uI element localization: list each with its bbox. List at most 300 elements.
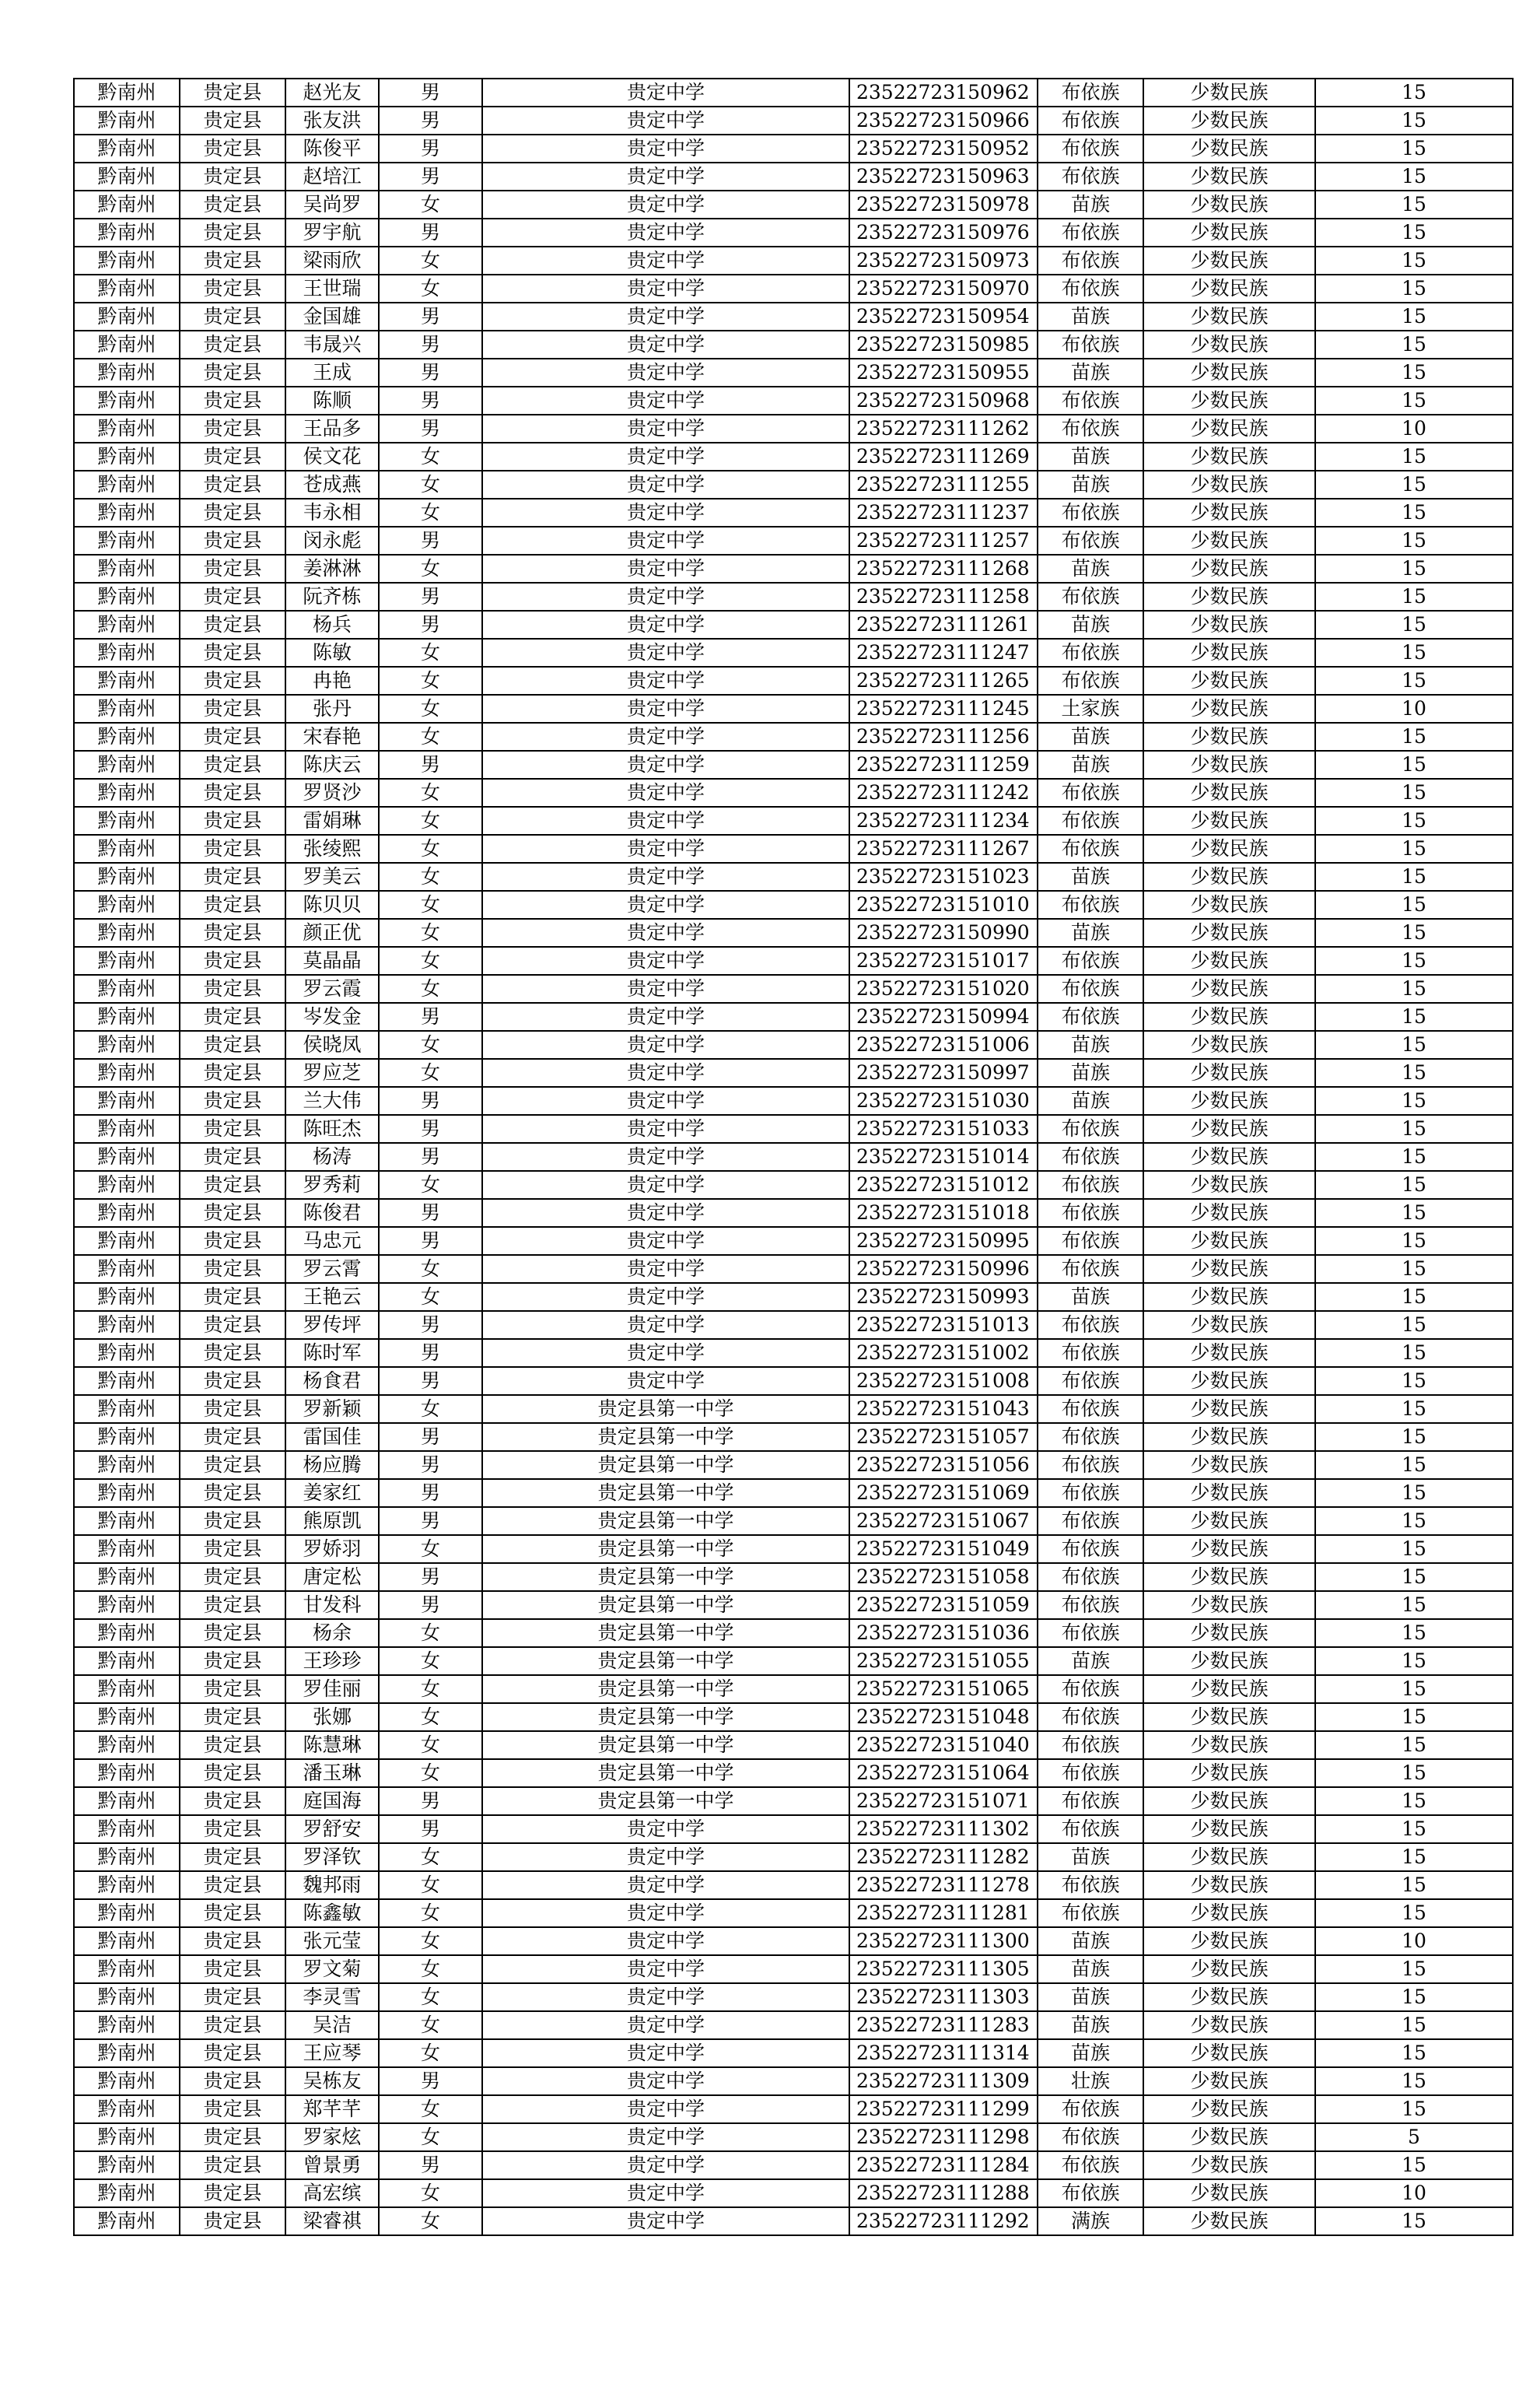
category-cell: 少数民族: [1143, 695, 1315, 723]
county-cell: 贵定县: [180, 331, 285, 359]
gender-cell: 女: [379, 1955, 482, 1983]
prefecture-cell: 黔南州: [74, 191, 180, 219]
name-cell: 罗秀莉: [285, 1171, 379, 1199]
table-row: [74, 667, 1513, 695]
county-cell: 贵定县: [180, 471, 285, 499]
ethnicity-cell: 布依族: [1038, 583, 1143, 611]
table-row: [74, 1591, 1513, 1619]
school-cell: 贵定中学: [482, 1031, 849, 1059]
school-cell: 贵定县第一中学: [482, 1591, 849, 1619]
prefecture-cell: 黔南州: [74, 1227, 180, 1255]
county-cell: 贵定县: [180, 667, 285, 695]
ethnicity-cell: 布依族: [1038, 1731, 1143, 1759]
school-cell: 贵定中学: [482, 107, 849, 135]
gender-cell: 女: [379, 1059, 482, 1087]
name-cell: 吴栋友: [285, 2067, 379, 2095]
gender-cell: 女: [379, 1983, 482, 2011]
prefecture-cell: 黔南州: [74, 1031, 180, 1059]
school-cell: 贵定中学: [482, 2067, 849, 2095]
name-cell: 王应琴: [285, 2039, 379, 2067]
county-cell: 贵定县: [180, 2123, 285, 2151]
category-cell: 少数民族: [1143, 1871, 1315, 1899]
school-cell: 贵定县第一中学: [482, 1535, 849, 1563]
prefecture-cell: 黔南州: [74, 1899, 180, 1927]
county-cell: 贵定县: [180, 1759, 285, 1787]
table-row: [74, 891, 1513, 919]
gender-cell: 女: [379, 2207, 482, 2235]
name-cell: 姜家红: [285, 1479, 379, 1507]
exam-id-cell: 23522723151048: [849, 1703, 1038, 1731]
ethnicity-cell: 布依族: [1038, 1675, 1143, 1703]
category-cell: 少数民族: [1143, 499, 1315, 527]
gender-cell: 女: [379, 891, 482, 919]
county-cell: 贵定县: [180, 639, 285, 667]
gender-cell: 男: [379, 1423, 482, 1451]
exam-id-cell: 23522723150970: [849, 275, 1038, 303]
school-cell: 贵定中学: [482, 1815, 849, 1843]
exam-id-cell: 23522723150954: [849, 303, 1038, 331]
category-cell: 少数民族: [1143, 1507, 1315, 1535]
exam-id-cell: 23522723151040: [849, 1731, 1038, 1759]
table-row: [74, 1983, 1513, 2011]
score-cell: 15: [1315, 1003, 1513, 1031]
table-row: [74, 135, 1513, 163]
exam-id-cell: 23522723150962: [849, 79, 1038, 107]
county-cell: 贵定县: [180, 1619, 285, 1647]
name-cell: 杨兵: [285, 611, 379, 639]
name-cell: 李灵雪: [285, 1983, 379, 2011]
table-row: [74, 247, 1513, 275]
prefecture-cell: 黔南州: [74, 303, 180, 331]
gender-cell: 男: [379, 135, 482, 163]
gender-cell: 男: [379, 1591, 482, 1619]
table-row: [74, 1927, 1513, 1955]
table-row: [74, 219, 1513, 247]
name-cell: 罗家炫: [285, 2123, 379, 2151]
name-cell: 陈慧琳: [285, 1731, 379, 1759]
exam-id-cell: 23522723151065: [849, 1675, 1038, 1703]
category-cell: 少数民族: [1143, 1311, 1315, 1339]
prefecture-cell: 黔南州: [74, 359, 180, 387]
gender-cell: 女: [379, 1871, 482, 1899]
table-row: [74, 2095, 1513, 2123]
category-cell: 少数民族: [1143, 1339, 1315, 1367]
category-cell: 少数民族: [1143, 2123, 1315, 2151]
table-row: [74, 527, 1513, 555]
school-cell: 贵定中学: [482, 2151, 849, 2179]
table-row: [74, 359, 1513, 387]
category-cell: 少数民族: [1143, 1479, 1315, 1507]
school-cell: 贵定中学: [482, 1143, 849, 1171]
table-row: [74, 947, 1513, 975]
table-row: [74, 1031, 1513, 1059]
prefecture-cell: 黔南州: [74, 1955, 180, 1983]
name-cell: 罗舒安: [285, 1815, 379, 1843]
table-row: [74, 583, 1513, 611]
score-cell: 15: [1315, 1731, 1513, 1759]
name-cell: 金国雄: [285, 303, 379, 331]
table-row: [74, 1479, 1513, 1507]
name-cell: 陈俊君: [285, 1199, 379, 1227]
score-cell: 15: [1315, 1115, 1513, 1143]
prefecture-cell: 黔南州: [74, 1787, 180, 1815]
school-cell: 贵定中学: [482, 1283, 849, 1311]
ethnicity-cell: 苗族: [1038, 443, 1143, 471]
name-cell: 甘发科: [285, 1591, 379, 1619]
name-cell: 莫晶晶: [285, 947, 379, 975]
county-cell: 贵定县: [180, 1955, 285, 1983]
ethnicity-cell: 苗族: [1038, 919, 1143, 947]
category-cell: 少数民族: [1143, 1087, 1315, 1115]
table-row: [74, 1759, 1513, 1787]
school-cell: 贵定中学: [482, 415, 849, 443]
gender-cell: 男: [379, 1339, 482, 1367]
ethnicity-cell: 布依族: [1038, 331, 1143, 359]
prefecture-cell: 黔南州: [74, 443, 180, 471]
school-cell: 贵定中学: [482, 1899, 849, 1927]
exam-id-cell: 23522723151049: [849, 1535, 1038, 1563]
table-row: [74, 1255, 1513, 1283]
name-cell: 罗传坪: [285, 1311, 379, 1339]
name-cell: 陈鑫敏: [285, 1899, 379, 1927]
table-row: [74, 639, 1513, 667]
gender-cell: 男: [379, 1563, 482, 1591]
gender-cell: 女: [379, 835, 482, 863]
ethnicity-cell: 布依族: [1038, 2151, 1143, 2179]
table-row: [74, 191, 1513, 219]
name-cell: 罗佳丽: [285, 1675, 379, 1703]
prefecture-cell: 黔南州: [74, 1647, 180, 1675]
category-cell: 少数民族: [1143, 807, 1315, 835]
exam-id-cell: 23522723151059: [849, 1591, 1038, 1619]
gender-cell: 女: [379, 975, 482, 1003]
prefecture-cell: 黔南州: [74, 1507, 180, 1535]
school-cell: 贵定中学: [482, 779, 849, 807]
ethnicity-cell: 布依族: [1038, 1871, 1143, 1899]
prefecture-cell: 黔南州: [74, 919, 180, 947]
exam-id-cell: 23522723111242: [849, 779, 1038, 807]
category-cell: 少数民族: [1143, 1535, 1315, 1563]
ethnicity-cell: 布依族: [1038, 135, 1143, 163]
county-cell: 贵定县: [180, 359, 285, 387]
table-row: [74, 1395, 1513, 1423]
school-cell: 贵定中学: [482, 499, 849, 527]
category-cell: 少数民族: [1143, 527, 1315, 555]
county-cell: 贵定县: [180, 1311, 285, 1339]
ethnicity-cell: 布依族: [1038, 1199, 1143, 1227]
score-cell: 15: [1315, 1087, 1513, 1115]
score-cell: 10: [1315, 2179, 1513, 2207]
name-cell: 高宏缤: [285, 2179, 379, 2207]
name-cell: 罗宇航: [285, 219, 379, 247]
name-cell: 罗云霞: [285, 975, 379, 1003]
score-cell: 15: [1315, 1787, 1513, 1815]
exam-id-cell: 23522723111305: [849, 1955, 1038, 1983]
school-cell: 贵定中学: [482, 695, 849, 723]
exam-id-cell: 23522723151071: [849, 1787, 1038, 1815]
gender-cell: 女: [379, 723, 482, 751]
gender-cell: 女: [379, 639, 482, 667]
county-cell: 贵定县: [180, 1367, 285, 1395]
exam-id-cell: 23522723151006: [849, 1031, 1038, 1059]
county-cell: 贵定县: [180, 975, 285, 1003]
category-cell: 少数民族: [1143, 471, 1315, 499]
school-cell: 贵定中学: [482, 1003, 849, 1031]
gender-cell: 女: [379, 499, 482, 527]
county-cell: 贵定县: [180, 1199, 285, 1227]
prefecture-cell: 黔南州: [74, 1339, 180, 1367]
prefecture-cell: 黔南州: [74, 695, 180, 723]
category-cell: 少数民族: [1143, 611, 1315, 639]
ethnicity-cell: 布依族: [1038, 1899, 1143, 1927]
score-cell: 15: [1315, 2011, 1513, 2039]
gender-cell: 男: [379, 303, 482, 331]
county-cell: 贵定县: [180, 1591, 285, 1619]
gender-cell: 男: [379, 1311, 482, 1339]
table-row: [74, 723, 1513, 751]
county-cell: 贵定县: [180, 555, 285, 583]
school-cell: 贵定县第一中学: [482, 1423, 849, 1451]
category-cell: 少数民族: [1143, 1843, 1315, 1871]
ethnicity-cell: 布依族: [1038, 1563, 1143, 1591]
name-cell: 赵培江: [285, 163, 379, 191]
ethnicity-cell: 布依族: [1038, 1367, 1143, 1395]
county-cell: 贵定县: [180, 1815, 285, 1843]
table-body: [74, 79, 1513, 2235]
score-cell: 15: [1315, 1507, 1513, 1535]
table-row: [74, 2039, 1513, 2067]
name-cell: 罗贤沙: [285, 779, 379, 807]
ethnicity-cell: 布依族: [1038, 1423, 1143, 1451]
name-cell: 王艳云: [285, 1283, 379, 1311]
table-row: [74, 331, 1513, 359]
county-cell: 贵定县: [180, 1451, 285, 1479]
prefecture-cell: 黔南州: [74, 1675, 180, 1703]
score-cell: 15: [1315, 163, 1513, 191]
score-cell: 15: [1315, 1423, 1513, 1451]
exam-id-cell: 23522723150994: [849, 1003, 1038, 1031]
exam-id-cell: 23522723111261: [849, 611, 1038, 639]
county-cell: 贵定县: [180, 1339, 285, 1367]
score-cell: 15: [1315, 1703, 1513, 1731]
prefecture-cell: 黔南州: [74, 2179, 180, 2207]
table-row: [74, 751, 1513, 779]
name-cell: 张娜: [285, 1703, 379, 1731]
county-cell: 贵定县: [180, 135, 285, 163]
name-cell: 王品多: [285, 415, 379, 443]
score-cell: 15: [1315, 219, 1513, 247]
name-cell: 庭国海: [285, 1787, 379, 1815]
score-cell: 15: [1315, 1955, 1513, 1983]
gender-cell: 女: [379, 1703, 482, 1731]
school-cell: 贵定县第一中学: [482, 1479, 849, 1507]
exam-id-cell: 23522723111302: [849, 1815, 1038, 1843]
category-cell: 少数民族: [1143, 2095, 1315, 2123]
category-cell: 少数民族: [1143, 1787, 1315, 1815]
ethnicity-cell: 苗族: [1038, 2039, 1143, 2067]
category-cell: 少数民族: [1143, 1675, 1315, 1703]
gender-cell: 女: [379, 863, 482, 891]
score-cell: 15: [1315, 1535, 1513, 1563]
ethnicity-cell: 布依族: [1038, 1479, 1143, 1507]
ethnicity-cell: 布依族: [1038, 1703, 1143, 1731]
table-row: [74, 443, 1513, 471]
school-cell: 贵定中学: [482, 751, 849, 779]
school-cell: 贵定中学: [482, 2207, 849, 2235]
county-cell: 贵定县: [180, 1423, 285, 1451]
gender-cell: 女: [379, 1927, 482, 1955]
category-cell: 少数民族: [1143, 1927, 1315, 1955]
gender-cell: 女: [379, 2123, 482, 2151]
exam-id-cell: 23522723111292: [849, 2207, 1038, 2235]
ethnicity-cell: 苗族: [1038, 863, 1143, 891]
category-cell: 少数民族: [1143, 1591, 1315, 1619]
category-cell: 少数民族: [1143, 2039, 1315, 2067]
category-cell: 少数民族: [1143, 191, 1315, 219]
prefecture-cell: 黔南州: [74, 527, 180, 555]
ethnicity-cell: 布依族: [1038, 1311, 1143, 1339]
county-cell: 贵定县: [180, 163, 285, 191]
county-cell: 贵定县: [180, 2067, 285, 2095]
ethnicity-cell: 布依族: [1038, 107, 1143, 135]
score-cell: 15: [1315, 2095, 1513, 2123]
ethnicity-cell: 布依族: [1038, 1759, 1143, 1787]
prefecture-cell: 黔南州: [74, 1927, 180, 1955]
school-cell: 贵定中学: [482, 79, 849, 107]
prefecture-cell: 黔南州: [74, 275, 180, 303]
name-cell: 梁雨欣: [285, 247, 379, 275]
table-row: [74, 275, 1513, 303]
table-row: [74, 835, 1513, 863]
gender-cell: 女: [379, 1255, 482, 1283]
exam-id-cell: 23522723111298: [849, 2123, 1038, 2151]
gender-cell: 女: [379, 667, 482, 695]
ethnicity-cell: 布依族: [1038, 219, 1143, 247]
gender-cell: 男: [379, 2151, 482, 2179]
ethnicity-cell: 布依族: [1038, 275, 1143, 303]
category-cell: 少数民族: [1143, 303, 1315, 331]
category-cell: 少数民族: [1143, 1619, 1315, 1647]
name-cell: 张丹: [285, 695, 379, 723]
table-row: [74, 303, 1513, 331]
category-cell: 少数民族: [1143, 79, 1315, 107]
exam-id-cell: 23522723150966: [849, 107, 1038, 135]
prefecture-cell: 黔南州: [74, 2039, 180, 2067]
score-cell: 15: [1315, 1171, 1513, 1199]
county-cell: 贵定县: [180, 219, 285, 247]
exam-id-cell: 23522723111237: [849, 499, 1038, 527]
table-row: [74, 1731, 1513, 1759]
score-cell: 15: [1315, 527, 1513, 555]
exam-id-cell: 23522723150995: [849, 1227, 1038, 1255]
exam-id-cell: 23522723150993: [849, 1283, 1038, 1311]
category-cell: 少数民族: [1143, 1451, 1315, 1479]
score-cell: 15: [1315, 1395, 1513, 1423]
ethnicity-cell: 苗族: [1038, 2011, 1143, 2039]
prefecture-cell: 黔南州: [74, 751, 180, 779]
gender-cell: 男: [379, 1479, 482, 1507]
school-cell: 贵定县第一中学: [482, 1563, 849, 1591]
name-cell: 侯晓凤: [285, 1031, 379, 1059]
exam-id-cell: 23522723111268: [849, 555, 1038, 583]
name-cell: 岑发金: [285, 1003, 379, 1031]
gender-cell: 男: [379, 415, 482, 443]
category-cell: 少数民族: [1143, 1563, 1315, 1591]
gender-cell: 男: [379, 387, 482, 415]
county-cell: 贵定县: [180, 415, 285, 443]
name-cell: 吴洁: [285, 2011, 379, 2039]
exam-id-cell: 23522723151033: [849, 1115, 1038, 1143]
name-cell: 杨应腾: [285, 1451, 379, 1479]
table-row: [74, 975, 1513, 1003]
county-cell: 贵定县: [180, 1087, 285, 1115]
category-cell: 少数民族: [1143, 1731, 1315, 1759]
table-row: [74, 1199, 1513, 1227]
exam-id-cell: 23522723151013: [849, 1311, 1038, 1339]
gender-cell: 女: [379, 191, 482, 219]
table-row: [74, 1955, 1513, 1983]
ethnicity-cell: 布依族: [1038, 947, 1143, 975]
table-row: [74, 555, 1513, 583]
ethnicity-cell: 苗族: [1038, 1843, 1143, 1871]
ethnicity-cell: 布依族: [1038, 891, 1143, 919]
county-cell: 贵定县: [180, 191, 285, 219]
school-cell: 贵定中学: [482, 1087, 849, 1115]
school-cell: 贵定县第一中学: [482, 1731, 849, 1759]
gender-cell: 男: [379, 1003, 482, 1031]
county-cell: 贵定县: [180, 1563, 285, 1591]
prefecture-cell: 黔南州: [74, 1059, 180, 1087]
school-cell: 贵定中学: [482, 1339, 849, 1367]
score-cell: 15: [1315, 639, 1513, 667]
ethnicity-cell: 苗族: [1038, 1031, 1143, 1059]
name-cell: 罗娇羽: [285, 1535, 379, 1563]
school-cell: 贵定县第一中学: [482, 1759, 849, 1787]
ethnicity-cell: 布依族: [1038, 2179, 1143, 2207]
category-cell: 少数民族: [1143, 1367, 1315, 1395]
table-row: [74, 2123, 1513, 2151]
county-cell: 贵定县: [180, 443, 285, 471]
school-cell: 贵定中学: [482, 975, 849, 1003]
table-row: [74, 2011, 1513, 2039]
category-cell: 少数民族: [1143, 1143, 1315, 1171]
exam-id-cell: 23522723151020: [849, 975, 1038, 1003]
score-cell: 15: [1315, 443, 1513, 471]
exam-id-cell: 23522723151058: [849, 1563, 1038, 1591]
ethnicity-cell: 布依族: [1038, 1591, 1143, 1619]
ethnicity-cell: 苗族: [1038, 611, 1143, 639]
county-cell: 贵定县: [180, 891, 285, 919]
category-cell: 少数民族: [1143, 1003, 1315, 1031]
table-row: [74, 1535, 1513, 1563]
ethnicity-cell: 布依族: [1038, 807, 1143, 835]
name-cell: 王世瑞: [285, 275, 379, 303]
exam-id-cell: 23522723151008: [849, 1367, 1038, 1395]
score-cell: 15: [1315, 1983, 1513, 2011]
county-cell: 贵定县: [180, 863, 285, 891]
score-cell: 15: [1315, 247, 1513, 275]
exam-id-cell: 23522723151056: [849, 1451, 1038, 1479]
exam-id-cell: 23522723150990: [849, 919, 1038, 947]
score-cell: 15: [1315, 1199, 1513, 1227]
name-cell: 雷国佳: [285, 1423, 379, 1451]
name-cell: 梁睿祺: [285, 2207, 379, 2235]
gender-cell: 女: [379, 247, 482, 275]
school-cell: 贵定中学: [482, 863, 849, 891]
school-cell: 贵定县第一中学: [482, 1703, 849, 1731]
ethnicity-cell: 布依族: [1038, 415, 1143, 443]
prefecture-cell: 黔南州: [74, 1535, 180, 1563]
